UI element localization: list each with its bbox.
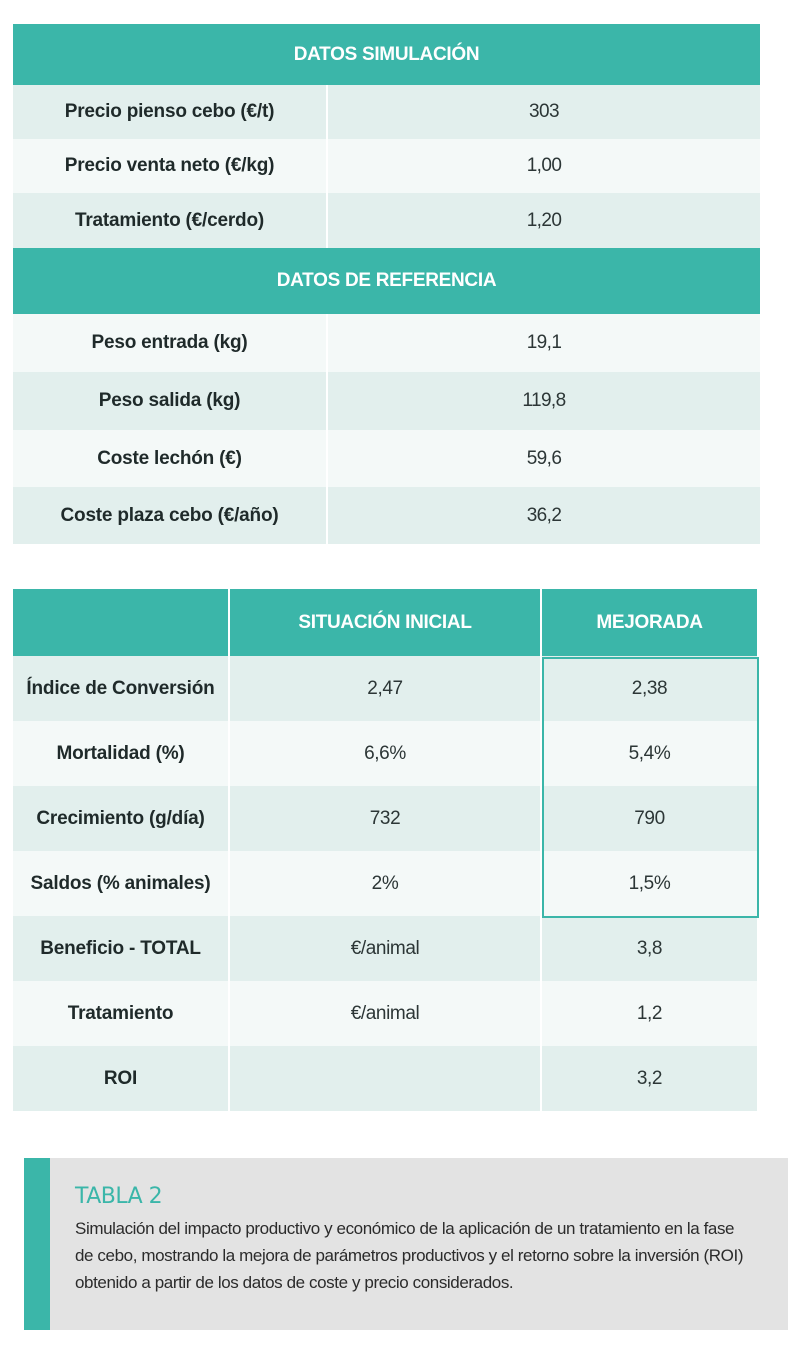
row-value: 36,2 (526, 504, 562, 526)
row-label: Índice de Conversión (13, 656, 229, 721)
row-label: Coste plaza cebo (€/año) (13, 487, 327, 544)
table-row (13, 786, 757, 851)
table-row (13, 851, 757, 916)
row-label: Saldos (% animales) (13, 851, 229, 916)
row-label: Mortalidad (%) (13, 721, 229, 786)
referencia-row (13, 430, 760, 487)
caption-title: TABLA 2 (75, 1184, 163, 1209)
value-inicial (229, 1046, 541, 1111)
value-inicial: 2% (229, 851, 541, 916)
row-value: 119,8 (522, 390, 566, 411)
row-label: Precio pienso cebo (€/t) (13, 85, 327, 139)
value-inicial: 6,6% (229, 721, 541, 786)
comparativa-table (13, 589, 757, 1111)
header-empty (13, 589, 229, 656)
referencia-row (13, 314, 760, 372)
simulacion-header: DATOS SIMULACIÓN (13, 24, 760, 85)
value-mejorada: 790 (634, 807, 665, 829)
row-label: Precio venta neto (€/kg) (13, 139, 327, 193)
row-value: 1,00 (526, 155, 562, 176)
row-label: Peso salida (kg) (13, 372, 327, 430)
simulacion-row (13, 193, 760, 248)
table-row (13, 721, 757, 786)
row-label: Coste lechón (€) (13, 430, 327, 487)
header-situacion-inicial: SITUACIÓN INICIAL (229, 589, 541, 656)
row-value: 59,6 (526, 447, 562, 469)
table-caption (24, 1158, 788, 1330)
value-mejorada: 3,2 (636, 1067, 663, 1089)
caption-text: Simulación del impacto productivo y económico de la aplicación de un tratamiento en la fase de cebo, mostrando la mejora de parámetros productivos y el retorno sobre la inversión (ROI) obtenido a partir de los datos de coste y precio considerados. (75, 1219, 744, 1292)
table-row (13, 981, 757, 1046)
row-value: 303 (529, 101, 559, 122)
row-value: 19,1 (526, 332, 562, 353)
referencia-row (13, 372, 760, 430)
simulacion-row (13, 139, 760, 193)
value-inicial: 2,47 (229, 656, 541, 721)
row-label: Crecimiento (g/día) (13, 786, 229, 851)
comparativa-header-row (13, 589, 757, 656)
datos-table (13, 24, 760, 544)
row-label: Tratamiento (€/cerdo) (13, 193, 327, 248)
value-mejorada: 2,38 (631, 677, 668, 699)
value-mejorada: 5,4% (628, 742, 671, 764)
value-mejorada: 1,5% (628, 872, 671, 894)
referencia-row (13, 487, 760, 544)
row-label: Beneficio - TOTAL (13, 916, 229, 981)
row-label: Peso entrada (kg) (13, 314, 327, 372)
value-inicial: €/animal (229, 981, 541, 1046)
table-row (13, 916, 757, 981)
header-mejorada: MEJORADA (541, 589, 757, 656)
row-value: 1,20 (526, 209, 562, 231)
value-mejorada: 3,8 (636, 937, 663, 959)
simulacion-row (13, 85, 760, 139)
value-inicial: €/animal (229, 916, 541, 981)
value-inicial: 732 (229, 786, 541, 851)
table-row (13, 656, 757, 721)
row-label: ROI (13, 1046, 229, 1111)
caption-accent-bar (24, 1158, 50, 1330)
referencia-header: DATOS DE REFERENCIA (13, 248, 760, 314)
value-mejorada: 1,2 (636, 1002, 663, 1024)
row-label: Tratamiento (13, 981, 229, 1046)
table-row (13, 1046, 757, 1111)
